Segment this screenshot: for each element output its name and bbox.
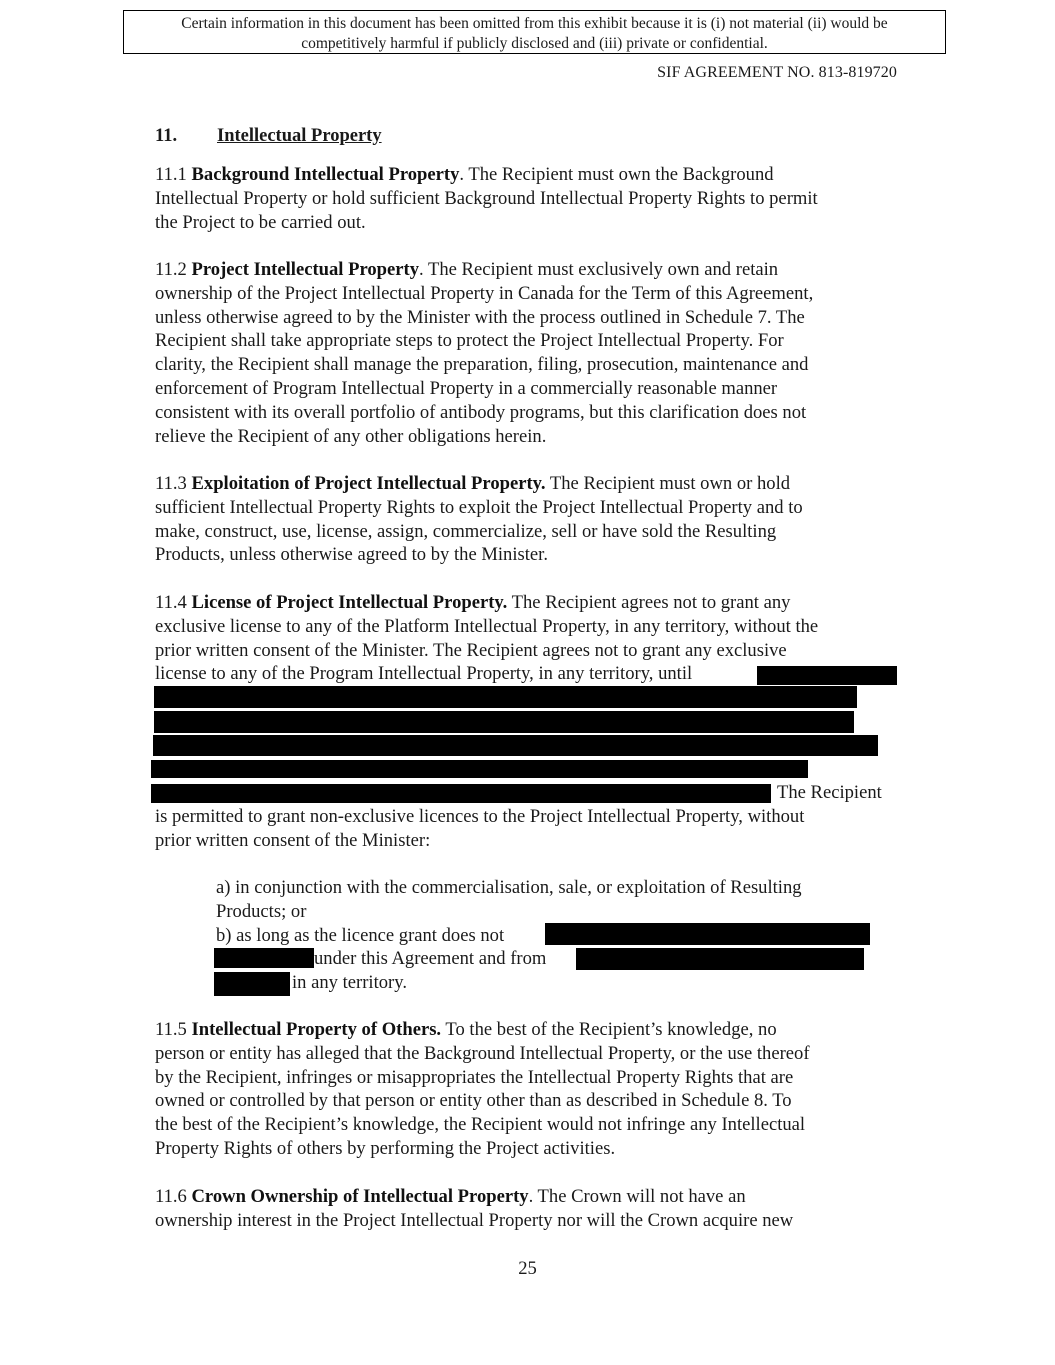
redaction-block xyxy=(545,923,870,945)
clause-heading: License of Project Intellectual Property. xyxy=(191,592,508,613)
redaction-block xyxy=(154,686,857,708)
clause-11-2 xyxy=(155,258,900,448)
clause-number: 11.5 xyxy=(155,1019,192,1040)
clause-heading: Background Intellectual Property xyxy=(191,164,460,185)
clause-11-5 xyxy=(155,1018,900,1161)
clause-text: the Project to be carried out. xyxy=(155,211,366,233)
clause-11-4-continued xyxy=(155,805,900,853)
clause-number: 11.4 xyxy=(155,592,192,613)
clause-number: 11.1 xyxy=(155,164,192,185)
clause-text: under this Agreement and from xyxy=(314,948,547,969)
list-item-a: a) in conjunction with the commercialisation, sale, or exploitation of Resulting xyxy=(216,877,802,898)
clause-text: make, construct, use, license, assign, commercialize, sell or have sold the Resulting xyxy=(155,520,777,542)
clause-text: by the Recipient, infringes or misappropriates the Intellectual Property Rights that are xyxy=(155,1066,794,1088)
clause-text: exclusive license to any of the Platform Intellectual Property, in any territory, without the xyxy=(155,615,819,637)
clause-text: To the best of the Recipient’s knowledge, no xyxy=(441,1019,777,1040)
notice-line-2: competitively harmful if publicly disclosed and (iii) private or confidential. xyxy=(301,35,768,52)
page-number: 25 xyxy=(518,1258,537,1279)
redaction-block xyxy=(153,735,878,756)
clause-text: in any territory. xyxy=(292,972,407,993)
redaction-block xyxy=(214,948,314,968)
redaction-block xyxy=(576,948,864,970)
list-item-b: b) as long as the licence grant does not xyxy=(216,924,505,946)
section-number: 11. xyxy=(155,126,178,146)
list-item-b-end xyxy=(292,971,592,995)
clause-text: unless otherwise agreed to by the Minister with the process outlined in Schedule 7. The xyxy=(155,306,805,328)
section-title: Intellectual Property xyxy=(217,126,382,146)
clause-text: owned or controlled by that person or entity other than as described in Schedule 8. To xyxy=(155,1090,792,1112)
clause-number: 11.2 xyxy=(155,259,192,280)
clause-text: ownership of the Project Intellectual Property in Canada for the Term of this Agreement, xyxy=(155,282,814,304)
clause-11-3 xyxy=(155,472,900,567)
section-heading xyxy=(155,124,382,148)
clause-number: 11.6 xyxy=(155,1186,192,1207)
clause-text: relieve the Recipient of any other obligations herein. xyxy=(155,425,547,447)
clause-text: . The Recipient must exclusively own and retain xyxy=(419,259,779,280)
clause-heading: Project Intellectual Property xyxy=(191,259,420,280)
redaction-block xyxy=(151,784,771,803)
clause-text: person or entity has alleged that the Background Intellectual Property, or the use thereof xyxy=(155,1042,810,1064)
redaction-block xyxy=(154,711,854,733)
clause-text: Products, unless otherwise agreed to by the Minister. xyxy=(155,544,548,566)
clause-11-6 xyxy=(155,1185,900,1233)
list-item-a-continued: Products; or xyxy=(216,900,307,922)
clause-text: sufficient Intellectual Property Rights to exploit the Project Intellectual Property and to xyxy=(155,496,803,518)
clause-text: the best of the Recipient’s knowledge, the Recipient would not infringe any Intellectual xyxy=(155,1114,806,1136)
clause-text: clarity, the Recipient shall manage the preparation, filing, prosecution, maintenance and xyxy=(155,354,809,376)
clause-heading: Exploitation of Project Intellectual Property. xyxy=(191,473,546,494)
clause-text: Intellectual Property or hold sufficient Background Intellectual Property Rights to permit xyxy=(155,187,818,209)
redaction-block xyxy=(214,972,290,996)
clause-11-1 xyxy=(155,163,900,234)
clause-text: . The Crown will not have an xyxy=(528,1186,746,1207)
clause-text: prior written consent of the Minister. The Recipient agrees not to grant any exclusive xyxy=(155,639,787,661)
clause-text: Recipient shall take appropriate steps to protect the Project Intellectual Property. For xyxy=(155,330,784,352)
agreement-number: SIF AGREEMENT NO. 813-819720 xyxy=(657,64,897,81)
clause-text: Property Rights of others by performing the Project activities. xyxy=(155,1137,616,1159)
clause-number: 11.3 xyxy=(155,473,192,494)
redaction-notice-box xyxy=(123,10,946,54)
clause-text: ownership interest in the Project Intellectual Property nor will the Crown acquire new xyxy=(155,1209,794,1231)
clause-text: is permitted to grant non-exclusive licences to the Project Intellectual Property, without xyxy=(155,806,805,827)
clause-heading: Intellectual Property of Others. xyxy=(191,1019,442,1040)
list-item-b-continued xyxy=(314,947,584,971)
clause-text: enforcement of Program Intellectual Property in a commercially reasonable manner xyxy=(155,377,778,399)
clause-text: consistent with its overall portfolio of antibody programs, but this clarification does not xyxy=(155,401,807,423)
clause-text xyxy=(777,781,907,805)
redaction-block xyxy=(151,760,808,778)
clause-text: license to any of the Program Intellectual Property, in any territory, until xyxy=(155,663,693,685)
clause-text: The Recipient agrees not to grant any xyxy=(507,592,791,613)
clause-text: The Recipient xyxy=(777,782,882,803)
notice-line-1: Certain information in this document has been omitted from this exhibit because it is (i) not material (ii) would be xyxy=(181,15,888,32)
clause-text: prior written consent of the Minister: xyxy=(155,829,431,851)
redaction-block xyxy=(757,666,897,685)
clause-text: The Recipient must own or hold xyxy=(545,473,791,494)
clause-text: . The Recipient must own the Background xyxy=(459,164,774,185)
clause-heading: Crown Ownership of Intellectual Property xyxy=(191,1186,529,1207)
